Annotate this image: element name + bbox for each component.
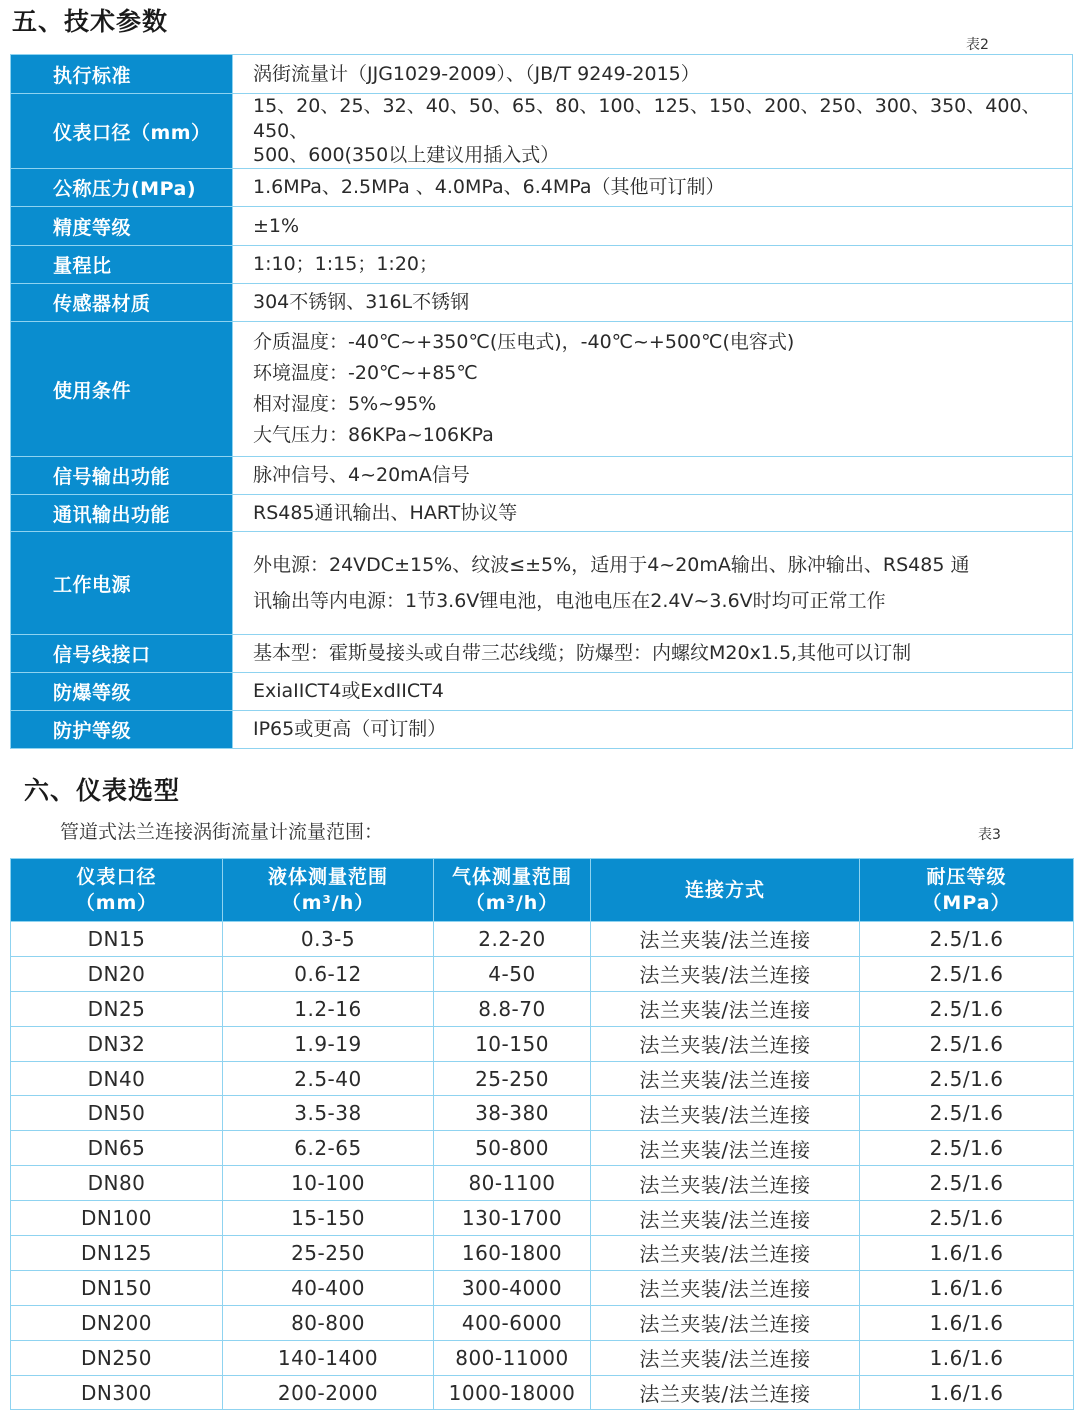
cell-diameter: DN32 [11,1026,223,1061]
cell-pressure-rating: 2.5/1.6 [860,1131,1074,1166]
spec-row-connector [11,635,1073,673]
cell-connection: 法兰夹装/法兰连接 [591,1201,860,1236]
cell-connection: 法兰夹装/法兰连接 [591,956,860,991]
cell-liquid-range: 1.2-16 [223,991,434,1026]
spec-key: 信号输出功能 [11,457,233,495]
spec-value-line: 304不锈钢、316L不锈钢 [253,291,470,314]
column-header-diameter: 仪表口径 （mm） [11,859,223,922]
technical-parameters-table [10,54,1073,749]
spec-row-accuracy [11,207,1073,246]
cell-connection: 法兰夹装/法兰连接 [591,1305,860,1340]
cell-pressure-rating: 1.6/1.6 [860,1305,1074,1340]
cell-pressure-rating: 1.6/1.6 [860,1236,1074,1271]
table-row [11,956,1074,991]
cell-liquid-range: 6.2-65 [223,1131,434,1166]
spec-value-line: 15、20、25、32、40、50、65、80、100、125、150、200、250、300、350、400、450、 [253,95,1041,142]
cell-pressure-rating: 1.6/1.6 [860,1375,1074,1410]
cell-diameter: DN15 [11,922,223,957]
cell-gas-range: 800-11000 [434,1340,591,1375]
spec-value-line: ExiaIICT4或ExdIICT4 [253,680,444,703]
cell-liquid-range: 15-150 [223,1201,434,1236]
spec-value-line: 500、600(350以上建议用插入式） [253,144,560,167]
spec-row-diameter [11,94,1073,169]
spec-value [233,532,1073,635]
spec-key: 传感器材质 [11,284,233,322]
table-row [11,1026,1074,1061]
cell-diameter: DN20 [11,956,223,991]
cell-connection: 法兰夹装/法兰连接 [591,1166,860,1201]
spec-value-line: 相对湿度：5%~95% [253,393,437,416]
table-row [11,1236,1074,1271]
cell-gas-range: 38-380 [434,1096,591,1131]
spec-row-comm-output [11,495,1073,532]
table-row [11,1375,1074,1410]
section-6-title: 六、仪表选型 [24,776,181,805]
cell-diameter: DN25 [11,991,223,1026]
spec-key: 公称压力(MPa) [11,169,233,207]
flow-range-table [10,858,1074,1410]
cell-connection: 法兰夹装/法兰连接 [591,1131,860,1166]
selection-subtitle: 管道式法兰连接涡街流量计流量范围： [60,821,384,843]
spec-value [233,284,1073,322]
spec-key: 执行标准 [11,55,233,94]
cell-diameter: DN100 [11,1201,223,1236]
spec-value-line: ±1% [253,214,300,237]
table-row [11,1166,1074,1201]
spec-key: 防护等级 [11,711,233,749]
cell-liquid-range: 2.5-40 [223,1061,434,1096]
spec-row-explosion-proof [11,673,1073,711]
spec-value [233,169,1073,207]
spec-key: 信号线接口 [11,635,233,673]
cell-gas-range: 160-1800 [434,1236,591,1271]
spec-key: 仪表口径（mm） [11,94,233,169]
spec-row-signal-output [11,457,1073,495]
cell-gas-range: 1000-18000 [434,1375,591,1410]
spec-value [233,55,1073,94]
cell-connection: 法兰夹装/法兰连接 [591,922,860,957]
cell-gas-range: 50-800 [434,1131,591,1166]
spec-key: 使用条件 [11,322,233,457]
spec-value [233,711,1073,749]
cell-liquid-range: 0.6-12 [223,956,434,991]
spec-value-line: 1.6MPa、2.5MPa 、4.0MPa、6.4MPa（其他可订制） [253,176,725,199]
spec-value [233,495,1073,532]
cell-diameter: DN50 [11,1096,223,1131]
spec-row-turndown [11,246,1073,284]
cell-pressure-rating: 2.5/1.6 [860,1096,1074,1131]
spec-row-protection [11,711,1073,749]
spec-key: 精度等级 [11,207,233,246]
cell-diameter: DN150 [11,1270,223,1305]
cell-pressure-rating: 1.6/1.6 [860,1270,1074,1305]
cell-connection: 法兰夹装/法兰连接 [591,1236,860,1271]
cell-gas-range: 300-4000 [434,1270,591,1305]
cell-liquid-range: 40-400 [223,1270,434,1305]
cell-connection: 法兰夹装/法兰连接 [591,1270,860,1305]
column-header-liquid-range: 液体测量范围 （m³/h） [223,859,434,922]
cell-pressure-rating: 2.5/1.6 [860,1061,1074,1096]
column-header-gas-range: 气体测量范围 （m³/h） [434,859,591,922]
cell-diameter: DN80 [11,1166,223,1201]
cell-gas-range: 80-1100 [434,1166,591,1201]
spec-value-line: 基本型：霍斯曼接头或自带三芯线缆；防爆型：内螺纹M20x1.5,其他可以订制 [253,642,912,665]
table-row [11,1340,1074,1375]
spec-value-line: 脉冲信号、4~20mA信号 [253,464,470,487]
spec-value-line: 讯输出等内电源：1节3.6V锂电池，电池电压在2.4V~3.6V时均可正常工作 [253,590,886,613]
cell-gas-range: 400-6000 [434,1305,591,1340]
spec-value-line: 介质温度：-40℃~+350℃(压电式)，-40℃~+500℃(电容式) [253,331,795,354]
spec-key: 防爆等级 [11,673,233,711]
cell-connection: 法兰夹装/法兰连接 [591,1061,860,1096]
cell-gas-range: 130-1700 [434,1201,591,1236]
spec-value-line: 环境温度：-20℃~+85℃ [253,362,478,385]
cell-gas-range: 2.2-20 [434,922,591,957]
cell-pressure-rating: 2.5/1.6 [860,956,1074,991]
cell-connection: 法兰夹装/法兰连接 [591,1096,860,1131]
header-row [11,859,1074,922]
cell-diameter: DN65 [11,1131,223,1166]
cell-pressure-rating: 2.5/1.6 [860,1166,1074,1201]
column-header-pressure-rating: 耐压等级 （MPa） [860,859,1074,922]
spec-value [233,322,1073,457]
cell-gas-range: 8.8-70 [434,991,591,1026]
table-3-label: 表3 [978,827,1001,843]
table-row [11,1305,1074,1340]
table-row [11,1061,1074,1096]
cell-pressure-rating: 2.5/1.6 [860,1201,1074,1236]
spec-value-line: 外电源：24VDC±15%、纹波≤±5%，适用于4~20mA输出、脉冲输出、RS485 通 [253,554,970,577]
spec-row-pressure [11,169,1073,207]
cell-pressure-rating: 2.5/1.6 [860,922,1074,957]
spec-value-line: 大气压力：86KPa~106KPa [253,424,494,447]
cell-pressure-rating: 2.5/1.6 [860,991,1074,1026]
table-row [11,991,1074,1026]
spec-value [233,457,1073,495]
cell-diameter: DN40 [11,1061,223,1096]
spec-value [233,635,1073,673]
spec-value-line: 1:10；1:15；1:20； [253,253,438,276]
spec-key: 量程比 [11,246,233,284]
spec-row-material [11,284,1073,322]
cell-liquid-range: 25-250 [223,1236,434,1271]
cell-liquid-range: 10-100 [223,1166,434,1201]
cell-liquid-range: 140-1400 [223,1340,434,1375]
section-5-title: 五、技术参数 [12,7,169,36]
cell-liquid-range: 0.3-5 [223,922,434,957]
cell-connection: 法兰夹装/法兰连接 [591,1340,860,1375]
table-row [11,1201,1074,1236]
cell-diameter: DN200 [11,1305,223,1340]
cell-connection: 法兰夹装/法兰连接 [591,991,860,1026]
spec-row-power [11,532,1073,635]
table-2-label: 表2 [966,37,989,53]
cell-diameter: DN250 [11,1340,223,1375]
cell-gas-range: 4-50 [434,956,591,991]
spec-value [233,673,1073,711]
cell-liquid-range: 80-800 [223,1305,434,1340]
spec-value-line: IP65或更高（可订制） [253,718,447,741]
spec-row-standard [11,55,1073,94]
cell-connection: 法兰夹装/法兰连接 [591,1375,860,1410]
spec-key: 通讯输出功能 [11,495,233,532]
cell-liquid-range: 3.5-38 [223,1096,434,1131]
cell-diameter: DN125 [11,1236,223,1271]
spec-value [233,246,1073,284]
table-row [11,1131,1074,1166]
table-row [11,1270,1074,1305]
cell-pressure-rating: 2.5/1.6 [860,1026,1074,1061]
cell-liquid-range: 1.9-19 [223,1026,434,1061]
cell-gas-range: 25-250 [434,1061,591,1096]
cell-connection: 法兰夹装/法兰连接 [591,1026,860,1061]
spec-value [233,207,1073,246]
spec-value-line: 涡街流量计（JJG1029-2009）、（JB/T 9249-2015） [253,62,700,85]
spec-key: 工作电源 [11,532,233,635]
column-header-connection: 连接方式 [591,859,860,922]
table-row [11,922,1074,957]
table-row [11,1096,1074,1131]
cell-gas-range: 10-150 [434,1026,591,1061]
cell-liquid-range: 200-2000 [223,1375,434,1410]
spec-row-conditions [11,322,1073,457]
spec-value-line: RS485通讯输出、HART协议等 [253,501,518,524]
spec-value [233,94,1073,169]
cell-pressure-rating: 1.6/1.6 [860,1340,1074,1375]
cell-diameter: DN300 [11,1375,223,1410]
